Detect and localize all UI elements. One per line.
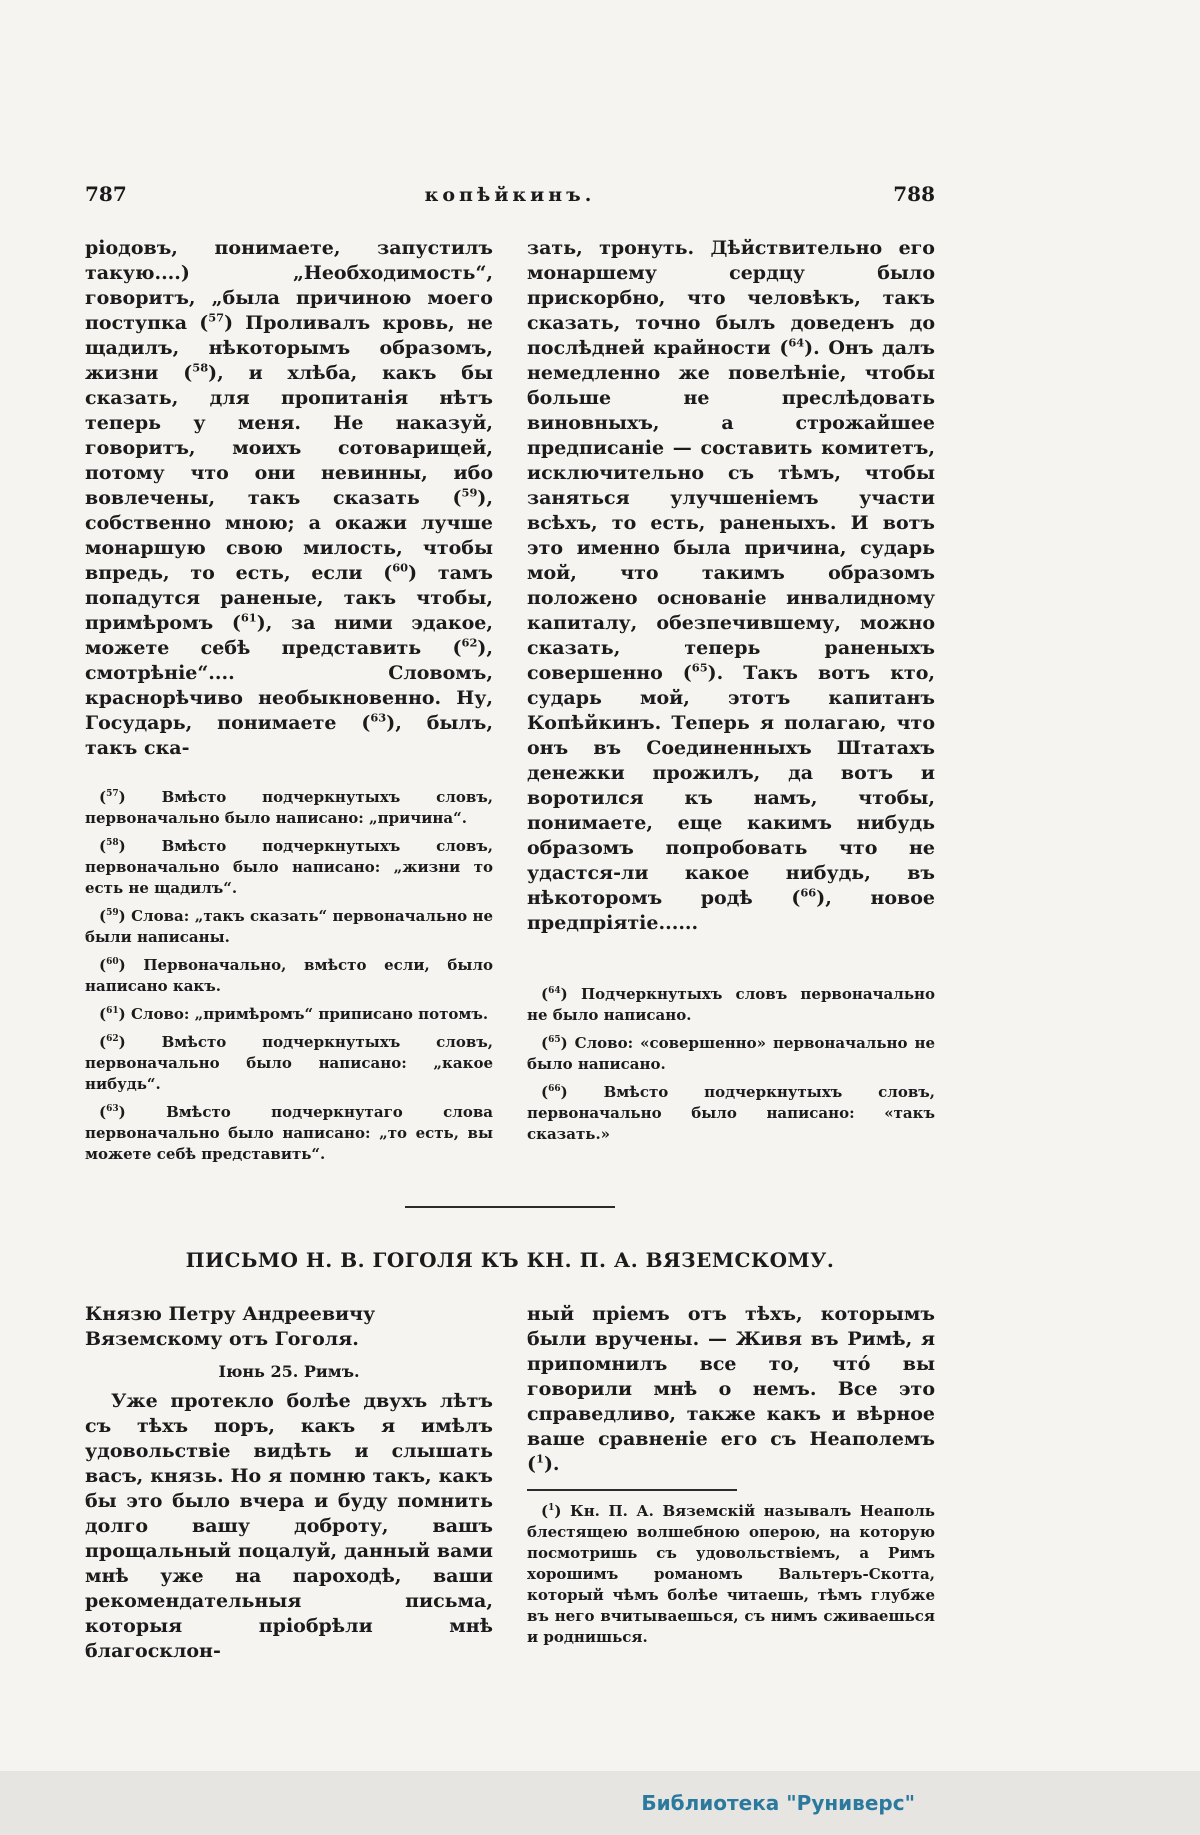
- kopeikin-left-column: [85, 236, 493, 1172]
- footnote-59: ($^{59}$) Слова: „такъ сказать“ первоначально не были написаны.: [85, 907, 493, 946]
- letter-heading: ПИСЬМО Н. В. ГОГОЛЯ КЪ КН. П. А. ВЯЗЕМСКОМУ.: [185, 1248, 835, 1272]
- letter-article: [85, 1302, 935, 1664]
- letter-left-column: [85, 1302, 493, 1664]
- kopeikin-right-footnotes: [527, 984, 935, 1145]
- footnote-separator-rule: [527, 1489, 737, 1491]
- section-divider: [405, 1206, 615, 1208]
- kopeikin-article: [85, 236, 935, 1172]
- footnote-63: ($^{63}$) Вмѣсто подчеркнутаго слова первоначально было написано: „то есть, вы можете себѣ представить“.: [85, 1103, 493, 1163]
- watermark-text: Библиотека "Руниверс": [641, 1791, 915, 1815]
- kopeikin-right-column: [527, 236, 935, 1172]
- kopeikin-left-footnotes: [85, 787, 493, 1165]
- letter-footnote-1: ($^1$) Кн. П. А. Вяземскій называлъ Неаполь блестящею волшебною оперою, на которую посмотришь съ удовольствіемъ, а Римъ хорошимъ романомъ Вальтеръ-Скотта, который чѣмъ болѣе читаешь, тѣмъ глубже въ него вчитываешься, съ нимъ сживаешься и роднишься.: [527, 1502, 935, 1646]
- footnote-65: ($^{65}$) Слово: «совершенно» первоначально не было написано.: [527, 1034, 935, 1073]
- text-block: [85, 182, 935, 1664]
- letter-left-body: Уже протекло болѣе двухъ лѣтъ съ тѣхъ поръ, какъ я имѣлъ удовольствіе видѣть и слышать васъ, князь. Но я помню такъ, какъ бы это было вчера и буду помнить долго вашу доброту, вашъ прощальный поцалуй, данный вами мнѣ уже на пароходѣ, ваши рекомендательныя письма, которыя пріобрѣли мнѣ благосклон-: [85, 1390, 493, 1662]
- page-number-left: 787: [85, 182, 127, 206]
- letter-right-body: ный пріемъ отъ тѣхъ, которымъ были вручены. — Живя въ Римѣ, я припомнилъ все то, чтó вы говорили мнѣ о немъ. Все это справедливо, также какъ и вѣрное ваше сравненіе его съ Неаполемъ ($^1$).: [527, 1303, 935, 1475]
- kopeikin-right-body: зать, тронуть. Дѣйствительно его монаршему сердцу было прискорбно, что человѣкъ, такъ сказать, точно былъ доведенъ до послѣдней крайности ($^{64}$). Онъ далъ немедленно же повелѣніе, чтобы больше не преслѣдовать виновныхъ, а строжайшее предписаніе — составить комитетъ, исключительно съ тѣмъ, чтобы заняться улучшеніемъ участи всѣхъ, то есть, раненыхъ. И вотъ это именно была причина, сударь мой, что такимъ образомъ положено основаніе инвалидному капиталу, обезпечившему, можно сказать, теперь раненыхъ совершенно ($^{65}$). Такъ вотъ кто, сударь мой, этотъ капитанъ Копѣйкинъ. Теперь я полагаю, что онъ въ Соединенныхъ Штатахъ денежки прожилъ, да вотъ и воротился къ намъ, чтобы, понимаете, еще какимъ нибудь образомъ попробовать что не удастся-ли какое нибудь, въ нѣкоторомъ родѣ ($^{66}$), новое предпріятіе......: [527, 237, 936, 934]
- footnote-60: ($^{60}$) Первоначально, вмѣсто если, было написано какъ.: [85, 956, 493, 995]
- footnote-66: ($^{66}$) Вмѣсто подчеркнутыхъ словъ, первоначально было написано: «такъ сказать.»: [527, 1083, 935, 1143]
- letter-salutation: Князю Петру Андреевичу Вяземскому отъ Гоголя.: [85, 1303, 376, 1350]
- footnote-58: ($^{58}$) Вмѣсто подчеркнутыхъ словъ, первоначально было написано: „жизни то есть не щадилъ“.: [85, 837, 493, 897]
- footnote-57: ($^{57}$) Вмѣсто подчеркнутыхъ словъ, первоначально было написано: „причина“.: [85, 788, 493, 827]
- footnote-62: ($^{62}$) Вмѣсто подчеркнутыхъ словъ, первоначально было написано: „какое нибудь“.: [85, 1033, 493, 1093]
- running-title: копѣйкинъ.: [424, 184, 596, 206]
- footnote-61: ($^{61}$) Слово: „примѣромъ“ приписано потомъ.: [99, 1005, 489, 1023]
- kopeikin-left-body: ріодовъ, понимаете, запустилъ такую....) „Необходимость“, говоритъ, „была причиною моего поступка ($^{57}$) Проливалъ кровь, не щадилъ, нѣкоторымъ образомъ, жизни ($^{58}$), и хлѣба, какъ бы сказать, для пропитанія нѣтъ теперь у меня. Не наказуй, говоритъ, моихъ сотоварищей, потому что они невинны, ибо вовлечены, такъ сказать ($^{59}$), собственно мною; а окажи лучше монаршую свою милость, чтобы впредь, то есть, если ($^{60}$) тамъ попадутся раненые, такъ чтобы, примѣромъ ($^{61}$), за ними эдакое, можете себѣ представить ($^{62}$), смотрѣніе“.... Словомъ, краснорѣчиво необыкновенно. Ну, Государь, понимаете ($^{63}$), былъ, такъ ска-: [85, 237, 494, 759]
- letter-dateline: Іюнь 25. Римъ.: [218, 1362, 360, 1381]
- footnote-64: ($^{64}$) Подчеркнутыхъ словъ первоначально не было написано.: [527, 985, 935, 1024]
- page-number-right: 788: [893, 182, 935, 206]
- page-header: [85, 182, 935, 206]
- watermark-bar: [0, 1771, 1200, 1835]
- letter-right-column: [527, 1302, 935, 1664]
